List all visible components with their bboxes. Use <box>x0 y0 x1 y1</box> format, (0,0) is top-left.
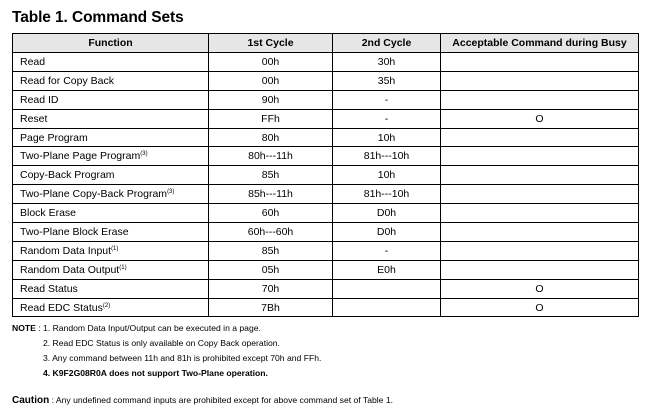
second-cycle-cell: - <box>333 109 441 128</box>
function-name: Read for Copy Back <box>20 74 114 87</box>
table-row <box>13 147 639 166</box>
busy-acceptable-cell <box>441 71 639 90</box>
busy-acceptable-cell <box>441 185 639 204</box>
table-row <box>13 53 639 72</box>
note-1-text: 1. Random Data Input/Output can be executed in a page. <box>43 323 261 333</box>
second-cycle-cell <box>333 298 441 317</box>
command-sets-table <box>12 33 639 317</box>
function-name: Two-Plane Block Erase <box>20 225 129 238</box>
busy-acceptable-cell <box>441 223 639 242</box>
function-cell <box>13 166 209 185</box>
caution-text: : Any undefined command inputs are prohibited except for above command set of Table 1. <box>49 395 394 405</box>
first-cycle-cell: 90h <box>209 90 333 109</box>
header-2nd-cycle: 2nd Cycle <box>333 34 441 53</box>
first-cycle-cell: 85h---11h <box>209 185 333 204</box>
second-cycle-cell: 81h---10h <box>333 185 441 204</box>
second-cycle-cell: E0h <box>333 260 441 279</box>
footnote-ref: (2) <box>102 302 111 309</box>
first-cycle-cell: 7Bh <box>209 298 333 317</box>
second-cycle-cell: 30h <box>333 53 441 72</box>
note-separator: : <box>35 323 44 333</box>
table-row <box>13 298 639 317</box>
header-function: Function <box>13 34 209 53</box>
table-row <box>13 128 639 147</box>
table-row <box>13 90 639 109</box>
header-1st-cycle: 1st Cycle <box>209 34 333 53</box>
second-cycle-cell: 10h <box>333 166 441 185</box>
header-acceptable-busy: Acceptable Command during Busy <box>441 34 639 53</box>
footnote-ref: (3) <box>140 151 148 158</box>
first-cycle-cell: 60h <box>209 204 333 223</box>
function-cell <box>13 185 209 204</box>
first-cycle-cell: 00h <box>209 53 333 72</box>
function-cell <box>13 223 209 242</box>
first-cycle-cell: 60h---60h <box>209 223 333 242</box>
first-cycle-cell: 80h---11h <box>209 147 333 166</box>
second-cycle-cell: 81h---10h <box>333 147 441 166</box>
first-cycle-cell: 85h <box>209 166 333 185</box>
function-cell <box>13 260 209 279</box>
function-cell <box>13 109 209 128</box>
busy-acceptable-cell <box>441 53 639 72</box>
function-name: Random Data Input <box>20 244 112 257</box>
first-cycle-cell: 80h <box>209 128 333 147</box>
table-row <box>13 260 639 279</box>
function-cell <box>13 204 209 223</box>
function-cell <box>13 53 209 72</box>
busy-acceptable-cell <box>441 128 639 147</box>
first-cycle-cell: 05h <box>209 260 333 279</box>
function-name: Two-Plane Page Program <box>20 150 141 163</box>
busy-acceptable-cell <box>441 241 639 260</box>
table-row <box>13 166 639 185</box>
table-row <box>13 241 639 260</box>
busy-acceptable-cell <box>441 260 639 279</box>
function-cell <box>13 147 209 166</box>
note-3: 3. Any command between 11h and 81h is prohibited except 70h and FFh. <box>43 353 322 363</box>
function-cell <box>13 90 209 109</box>
notes-section <box>12 321 321 381</box>
second-cycle-cell: 35h <box>333 71 441 90</box>
note-2: 2. Read EDC Status is only available on Copy Back operation. <box>43 338 280 348</box>
note-label: NOTE <box>12 323 36 333</box>
function-name: Read EDC Status <box>20 301 103 314</box>
table-header-row <box>13 34 639 53</box>
function-name: Random Data Output <box>20 263 120 276</box>
table-row <box>13 204 639 223</box>
function-name: Page Program <box>20 131 88 144</box>
table-row <box>13 223 639 242</box>
busy-acceptable-cell: O <box>441 109 639 128</box>
second-cycle-cell: D0h <box>333 204 441 223</box>
table-row <box>13 279 639 298</box>
function-cell <box>13 71 209 90</box>
table-row <box>13 109 639 128</box>
second-cycle-cell <box>333 279 441 298</box>
function-name: Copy-Back Program <box>20 169 115 182</box>
note-1 <box>12 321 321 336</box>
function-name: Read ID <box>20 93 59 106</box>
function-name: Two-Plane Copy-Back Program <box>20 188 168 201</box>
busy-acceptable-cell <box>441 147 639 166</box>
function-name: Read <box>20 55 46 68</box>
function-cell <box>13 241 209 260</box>
caution-line <box>12 395 393 406</box>
function-cell <box>13 279 209 298</box>
first-cycle-cell: 85h <box>209 241 333 260</box>
footnote-ref: (1) <box>119 264 127 271</box>
caution-label: Caution <box>12 395 50 406</box>
function-cell <box>13 298 209 317</box>
busy-acceptable-cell <box>441 90 639 109</box>
function-name: Reset <box>20 112 48 125</box>
second-cycle-cell: - <box>333 241 441 260</box>
footnote-ref: (3) <box>167 189 175 196</box>
note-4: 4. K9F2G08R0A does not support Two-Plane operation. <box>43 368 268 378</box>
page-title: Table 1. Command Sets <box>12 9 184 26</box>
second-cycle-cell: - <box>333 90 441 109</box>
busy-acceptable-cell <box>441 204 639 223</box>
function-name: Read Status <box>20 282 78 295</box>
busy-acceptable-cell <box>441 166 639 185</box>
first-cycle-cell: 00h <box>209 71 333 90</box>
busy-acceptable-cell: O <box>441 279 639 298</box>
second-cycle-cell: 10h <box>333 128 441 147</box>
busy-acceptable-cell: O <box>441 298 639 317</box>
first-cycle-cell: FFh <box>209 109 333 128</box>
footnote-ref: (1) <box>111 245 119 252</box>
table-row <box>13 71 639 90</box>
function-name: Block Erase <box>20 207 77 220</box>
table-row <box>13 185 639 204</box>
function-cell <box>13 128 209 147</box>
first-cycle-cell: 70h <box>209 279 333 298</box>
second-cycle-cell: D0h <box>333 223 441 242</box>
